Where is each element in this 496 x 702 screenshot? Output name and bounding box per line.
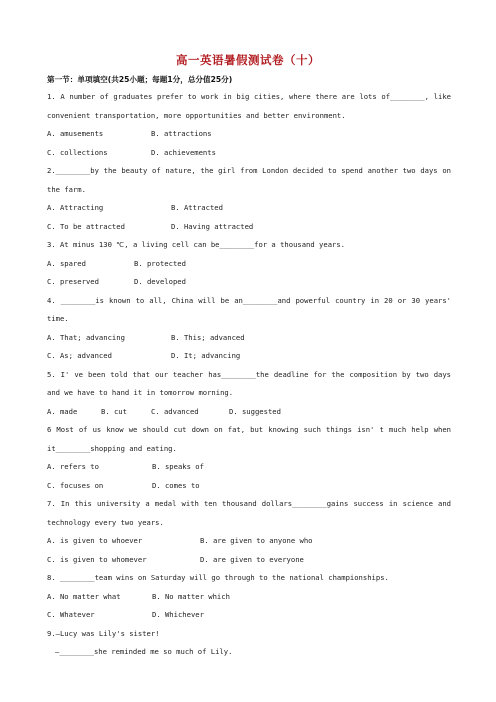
option-row xyxy=(47,329,451,348)
option-row xyxy=(47,125,451,144)
question-stem: 7. In this university a medal with ten thousand dollars________gains success in science and technology every two years. xyxy=(47,499,451,527)
option-c: C. is given to whomever xyxy=(47,554,147,564)
option-b: B. protected xyxy=(134,258,186,268)
option-row xyxy=(47,144,451,163)
option-b: B. are given to anyone who xyxy=(200,536,313,545)
option-row xyxy=(47,255,451,274)
option-c: C. Whatever xyxy=(47,610,95,619)
option-b: B. No matter which xyxy=(152,591,230,601)
option-row xyxy=(47,458,451,477)
option-d: D. Whichever xyxy=(152,610,204,619)
option-row xyxy=(47,403,451,422)
dialogue-reply: —________she reminded me so much of Lily. xyxy=(55,647,233,656)
option-b: B. cut xyxy=(101,406,127,416)
option-row xyxy=(47,606,451,625)
option-row xyxy=(47,199,451,218)
question-stem: 4. ________is known to all, China will be an________and powerful country in 20 or 30 years' time. xyxy=(47,295,451,323)
option-b: B. attractions xyxy=(151,129,212,138)
option-c: C. To be attracted xyxy=(47,221,125,231)
question-stem: 6 Most of us know we should cut down on fat, but knowing such things isn' t much help when it________shopping and eating. xyxy=(47,425,451,453)
option-row xyxy=(47,218,451,237)
option-row xyxy=(47,551,451,570)
option-d: D. Having attracted xyxy=(171,221,254,231)
option-b: B. speaks of xyxy=(152,462,204,471)
option-a: A. No matter what xyxy=(47,591,121,601)
option-a: A. Attracting xyxy=(47,203,104,212)
question-stem: 9.—Lucy was Lily's sister! xyxy=(47,628,160,638)
option-c: C. As; advanced xyxy=(47,351,112,360)
option-a: A. spared xyxy=(47,258,86,268)
option-a: A. made xyxy=(47,406,78,416)
page-title: 高一英语暑假测试卷（十） xyxy=(176,53,320,67)
question-stem: 8. ________team wins on Saturday will go through to the national championships. xyxy=(47,573,389,582)
option-row xyxy=(47,588,451,607)
option-a: A. amusements xyxy=(47,129,104,138)
option-row xyxy=(47,347,451,366)
option-c: C. advanced xyxy=(151,406,199,416)
option-d: D. comes to xyxy=(152,480,200,490)
option-b: B. Attracted xyxy=(171,203,223,212)
option-c: C. collections xyxy=(47,147,108,157)
question-stem: 3. At minus 130 ℃, a living cell can be________for a thousand years. xyxy=(47,240,345,249)
option-b: B. This; advanced xyxy=(171,332,245,342)
question-stem: 2.________by the beauty of nature, the girl from London decided to spend another two days on the farm. xyxy=(47,166,451,194)
option-row xyxy=(47,532,451,551)
question-stem: 1. A number of graduates prefer to work in big cities, where there are lots of________, like convenient transportation, more opportunities and better environment. xyxy=(47,92,451,120)
question-stem: 5. I' ve been told that our teacher has________the deadline for the composition by two days and we have to hand it in tomorrow morning. xyxy=(47,369,451,397)
option-d: D. developed xyxy=(134,277,186,286)
option-a: A. is given to whoever xyxy=(47,536,143,545)
section-heading: 第一节：单项填空(共25小题；每题1分，总分值25分) xyxy=(47,75,233,84)
question-list xyxy=(47,88,451,662)
option-d: D. achievements xyxy=(151,147,216,157)
option-d: D. suggested xyxy=(229,406,281,416)
option-a: A. refers to xyxy=(47,462,99,471)
option-row xyxy=(47,273,451,292)
option-row xyxy=(47,477,451,496)
option-c: C. focuses on xyxy=(47,480,104,490)
option-d: D. It; advancing xyxy=(171,351,241,360)
option-c: C. preserved xyxy=(47,277,99,286)
option-a: A. That; advancing xyxy=(47,332,125,342)
option-d: D. are given to everyone xyxy=(200,554,304,564)
